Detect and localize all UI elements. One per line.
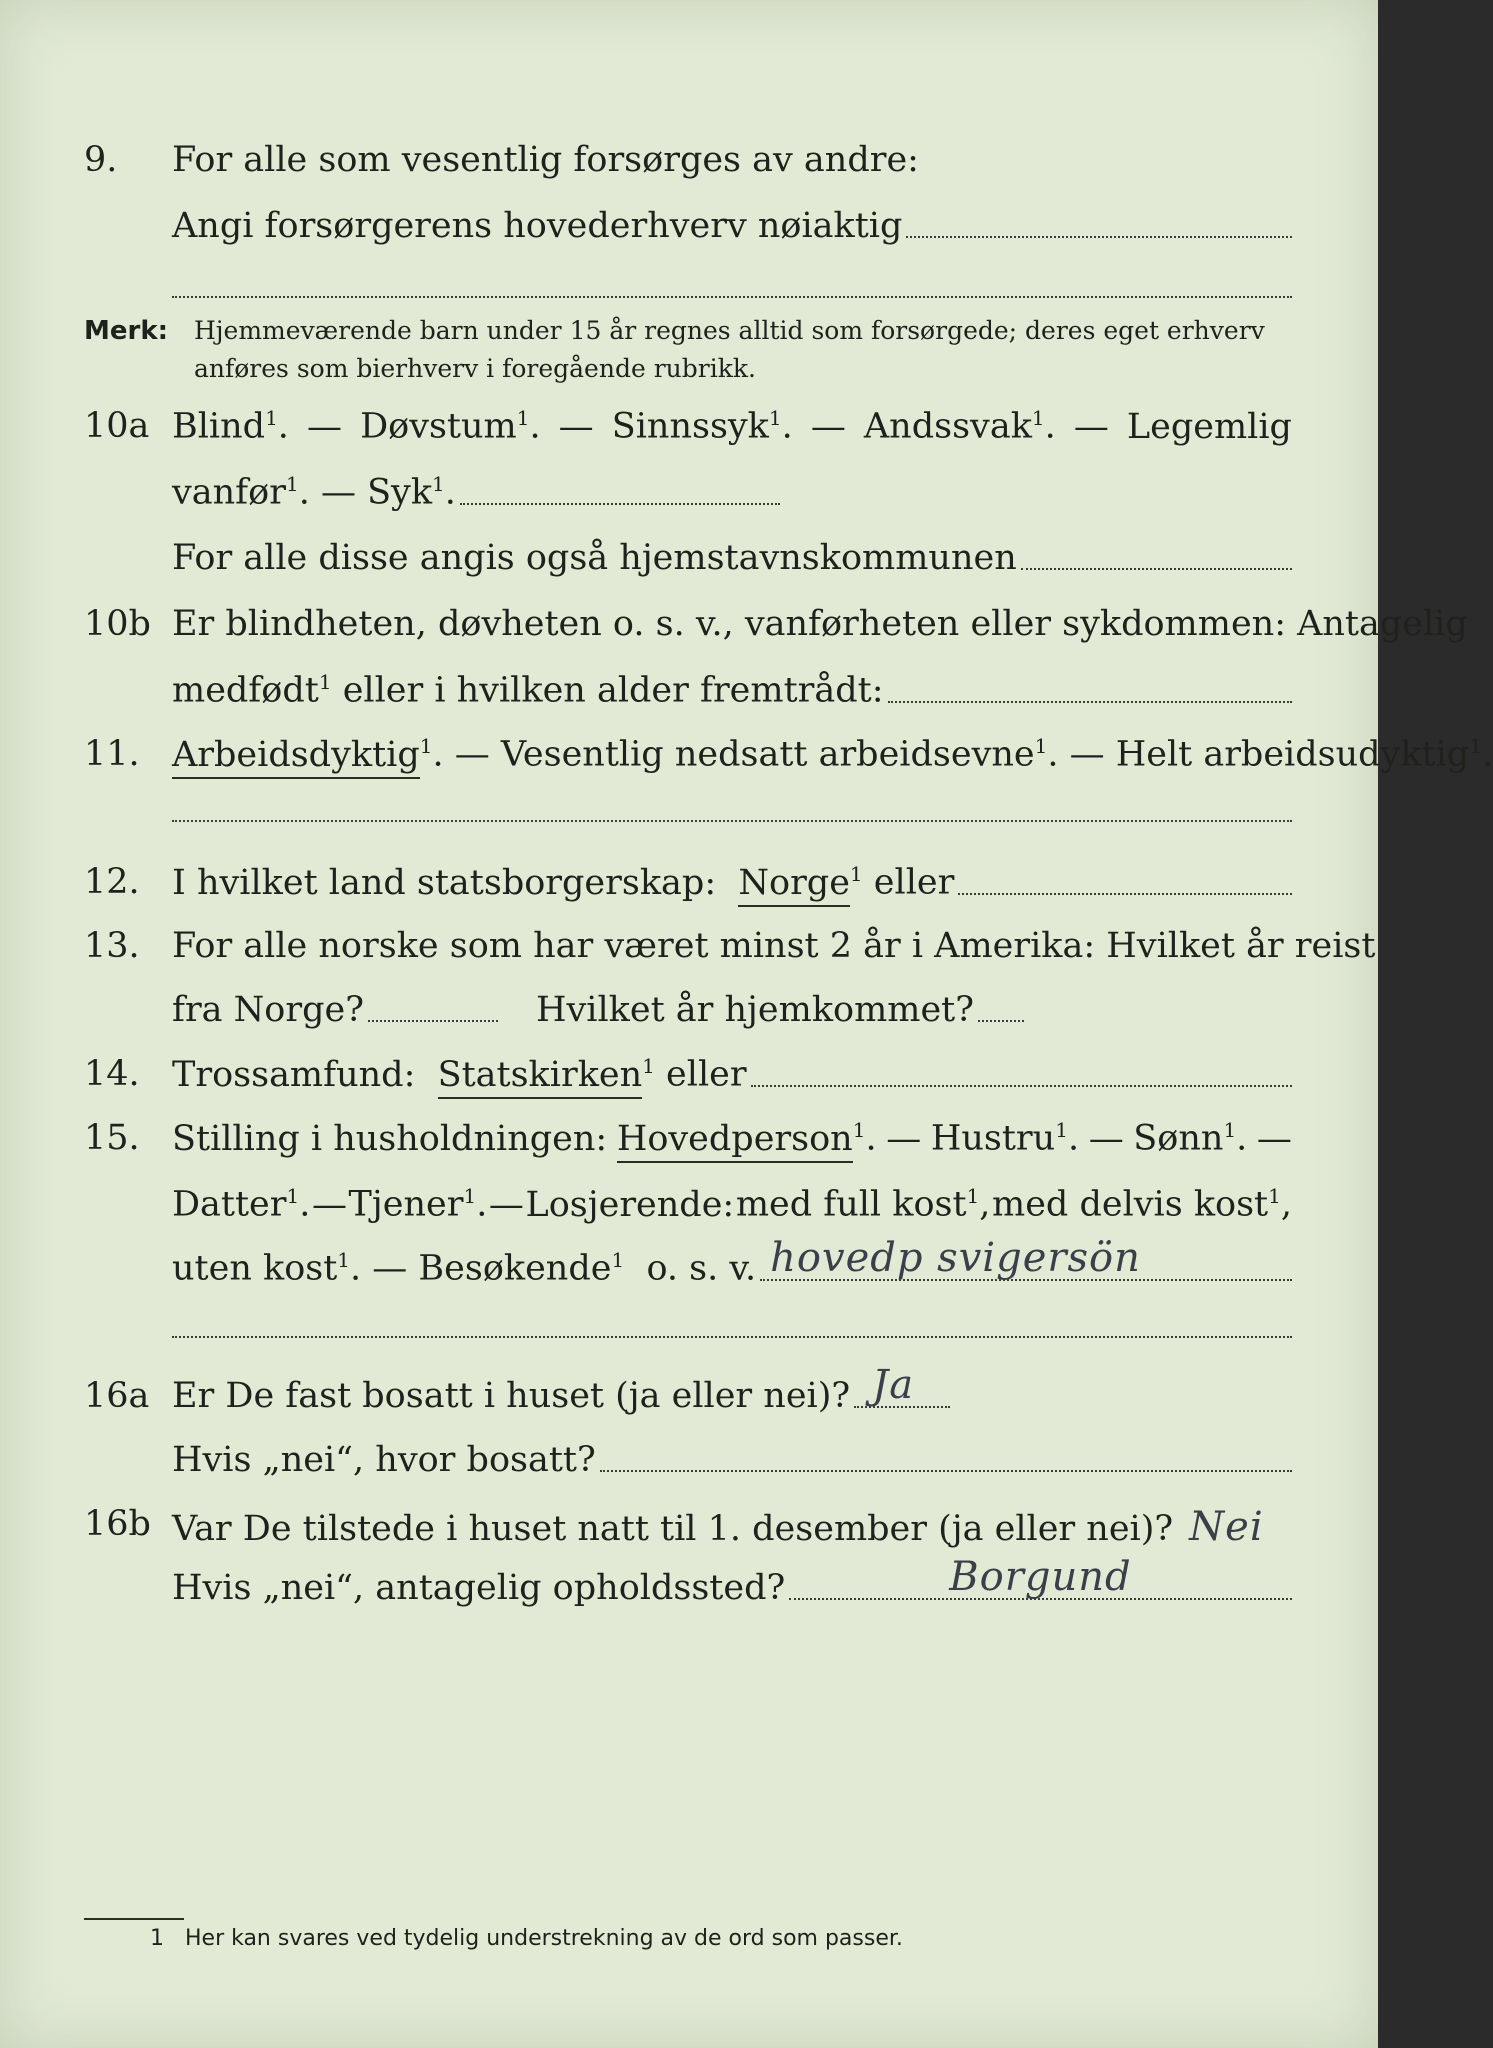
q12-eller: eller bbox=[873, 862, 955, 903]
opt-blind[interactable]: Blind bbox=[172, 406, 266, 447]
q16b-text: Var De tilstede i huset natt til 1. desember (ja eller nei)? bbox=[172, 1509, 1174, 1549]
q15-text: Stilling i husholdningen: bbox=[172, 1118, 608, 1159]
q13-line1 bbox=[172, 926, 1376, 966]
q15-answer-line2[interactable] bbox=[172, 1336, 1292, 1338]
q9-answer-line2[interactable] bbox=[172, 296, 1292, 298]
q10a-hjemstavn-field[interactable] bbox=[1021, 568, 1292, 570]
footnote-mark: 1 bbox=[150, 1926, 164, 1951]
q13-line2 bbox=[172, 990, 1024, 1030]
merk-label: Merk: bbox=[84, 316, 169, 346]
opt-statskirken[interactable]: Statskirken bbox=[438, 1055, 643, 1099]
footnote-text: Her kan svares ved tydelig understrekning av de ord som passer. bbox=[184, 1926, 903, 1951]
opt-losjerende: Losjerende: bbox=[525, 1184, 735, 1225]
q12-text: I hvilket land statsborgerskap: bbox=[172, 862, 717, 903]
q10b-alder-field[interactable] bbox=[888, 701, 1292, 703]
q15-osv: o. s. v. bbox=[646, 1248, 757, 1289]
q15-line2: Datter$^1$. — Tjener$^1$. — Losjerende: med full kost$^1$, med delvis kost$^1$, bbox=[172, 1184, 1292, 1225]
q16a-hvor-label: Hvis „nei“, hvor bosatt? bbox=[172, 1440, 596, 1480]
merk-note bbox=[194, 312, 1292, 388]
q10a-hjemstavn-label: For alle disse angis også hjemstavnskommunen bbox=[172, 538, 1017, 578]
q10b-text: Er blindheten, døvheten o. s. v., vanførheten eller sykdommen: Antagelig bbox=[172, 604, 1468, 644]
q16b-handwritten-answer1: Nei bbox=[1189, 1504, 1264, 1550]
q13-reist-field[interactable] bbox=[368, 1020, 498, 1022]
q15-number: 15. bbox=[84, 1118, 140, 1158]
q16a-line2 bbox=[172, 1440, 1292, 1480]
q16b-handwritten-answer2: Borgund bbox=[949, 1554, 1132, 1600]
opt-tjener[interactable]: Tjener bbox=[348, 1184, 464, 1225]
q11-number: 11. bbox=[84, 734, 140, 774]
q16b-opholdssted-field[interactable] bbox=[789, 1554, 1292, 1600]
q10a-line2: vanfør$^1$. — Syk$^1$. bbox=[172, 472, 780, 513]
q16a-handwritten-answer: Ja bbox=[872, 1362, 915, 1408]
q10b-line1 bbox=[172, 604, 1468, 644]
opt-besokende[interactable]: Besøkende bbox=[418, 1248, 612, 1289]
q13-text: For alle norske som har været minst 2 år i Amerika: Hvilket år reist bbox=[172, 926, 1376, 966]
q15-line3: uten kost$^1$. — Besøkende$^1$ o. s. v. hovedp svigersön bbox=[172, 1248, 1292, 1289]
opt-arbeidsudyktig[interactable]: Helt arbeidsudyktig bbox=[1115, 734, 1470, 775]
opt-andssvak[interactable]: Andssvak bbox=[863, 406, 1032, 447]
q9-line2 bbox=[172, 206, 1292, 246]
opt-dovstum[interactable]: Døvstum bbox=[360, 406, 517, 447]
q10a-line3 bbox=[172, 538, 1292, 578]
merk-line2: anføres som bierhverv i foregående rubrikk. bbox=[194, 354, 756, 383]
q11-line: Arbeidsdyktig$^1$. — Vesentlig nedsatt arbeidsevne$^1$. — Helt arbeidsudyktig$^1$. bbox=[172, 734, 1292, 775]
q16a-hvor-field[interactable] bbox=[600, 1470, 1292, 1472]
opt-datter[interactable]: Datter bbox=[172, 1184, 287, 1225]
q10b-number: 10b bbox=[84, 604, 151, 644]
opt-nedsatt-arbeidsevne[interactable]: Vesentlig nedsatt arbeidsevne bbox=[500, 734, 1035, 775]
q15-line1: Stilling i husholdningen: Hovedperson$^1$. — Hustru$^1$. — Sønn$^1$. — bbox=[172, 1118, 1292, 1159]
q16a-number: 16a bbox=[84, 1376, 150, 1416]
q9-number: 9. bbox=[84, 140, 118, 180]
opt-sonn[interactable]: Sønn bbox=[1133, 1118, 1224, 1159]
q14-number: 14. bbox=[84, 1054, 140, 1094]
q13-number: 13. bbox=[84, 926, 140, 966]
q9-answer-field[interactable] bbox=[906, 236, 1292, 238]
q14-trossamfund-field[interactable] bbox=[751, 1085, 1292, 1087]
q12-land-field[interactable] bbox=[958, 893, 1292, 895]
q14-text: Trossamfund: bbox=[172, 1054, 416, 1095]
q16b-line2 bbox=[172, 1554, 1292, 1608]
q10b-line2: medfødt$^1$ eller i hvilken alder fremtrådt: bbox=[172, 670, 1292, 711]
opt-medfodt[interactable]: medfødt bbox=[172, 670, 319, 711]
q10a-number: 10a bbox=[84, 406, 150, 446]
q9-hovederhverv-label: Angi forsørgerens hovederhverv nøiaktig bbox=[172, 206, 903, 246]
opt-sinnssyk[interactable]: Sinnssyk bbox=[611, 406, 769, 447]
q16b-number: 16b bbox=[84, 1504, 151, 1544]
q9-line1 bbox=[172, 140, 1292, 180]
q14-line: Trossamfund: Statskirken$^1$ eller bbox=[172, 1054, 1292, 1095]
footnote-rule bbox=[84, 1918, 184, 1920]
opt-uten-kost[interactable]: uten kost bbox=[172, 1248, 338, 1289]
opt-hovedperson[interactable]: Hovedperson bbox=[617, 1119, 853, 1163]
opt-full-kost[interactable]: med full kost bbox=[735, 1184, 967, 1225]
q10b-alder-label: eller i hvilken alder fremtrådt: bbox=[342, 670, 884, 711]
opt-arbeidsdyktig[interactable]: Arbeidsdyktig bbox=[172, 735, 420, 779]
opt-hustru[interactable]: Hustru bbox=[930, 1118, 1056, 1159]
opt-syk[interactable]: Syk bbox=[367, 472, 433, 513]
q13-hjemkommet-field[interactable] bbox=[978, 1020, 1024, 1022]
opt-delvis-kost[interactable]: med delvis kost bbox=[992, 1184, 1269, 1225]
q13-reist-label: fra Norge? bbox=[172, 990, 364, 1030]
q15-handwritten-answer: hovedp svigersön bbox=[770, 1234, 1141, 1281]
q9-text: For alle som vesentlig forsørges av andre: bbox=[172, 140, 919, 180]
merk-line1: Hjemmeværende barn under 15 år regnes alltid som forsørgede; deres eget erhverv bbox=[194, 316, 1265, 345]
q15-stilling-field[interactable] bbox=[760, 1234, 1292, 1281]
footnote bbox=[150, 1926, 903, 1951]
q10a-line1: Blind$^1$. — Døvstum$^1$. — Sinnssyk$^1$. — Andssvak$^1$. — Legemlig bbox=[172, 406, 1292, 447]
opt-legemlig[interactable]: Legemlig bbox=[1126, 406, 1292, 447]
q12-line: I hvilket land statsborgerskap: Norge$^1$ eller bbox=[172, 862, 1292, 903]
opt-norge[interactable]: Norge bbox=[738, 863, 850, 907]
q16a-bosatt-field[interactable] bbox=[854, 1362, 950, 1408]
q16b-line1 bbox=[172, 1504, 1292, 1550]
q10a-syk-field[interactable] bbox=[460, 503, 780, 505]
q14-eller: eller bbox=[666, 1054, 747, 1095]
q16a-line1 bbox=[172, 1362, 950, 1416]
q12-number: 12. bbox=[84, 862, 140, 902]
opt-vanfor[interactable]: vanfør bbox=[172, 472, 286, 513]
q16b-opholdssted-label: Hvis „nei“, antagelig opholdssted? bbox=[172, 1568, 786, 1608]
q16a-text: Er De fast bosatt i huset (ja eller nei)? bbox=[172, 1376, 851, 1416]
q11-answer-line[interactable] bbox=[172, 820, 1292, 822]
q13-hjemkommet-label: Hvilket år hjemkommet? bbox=[536, 990, 975, 1030]
